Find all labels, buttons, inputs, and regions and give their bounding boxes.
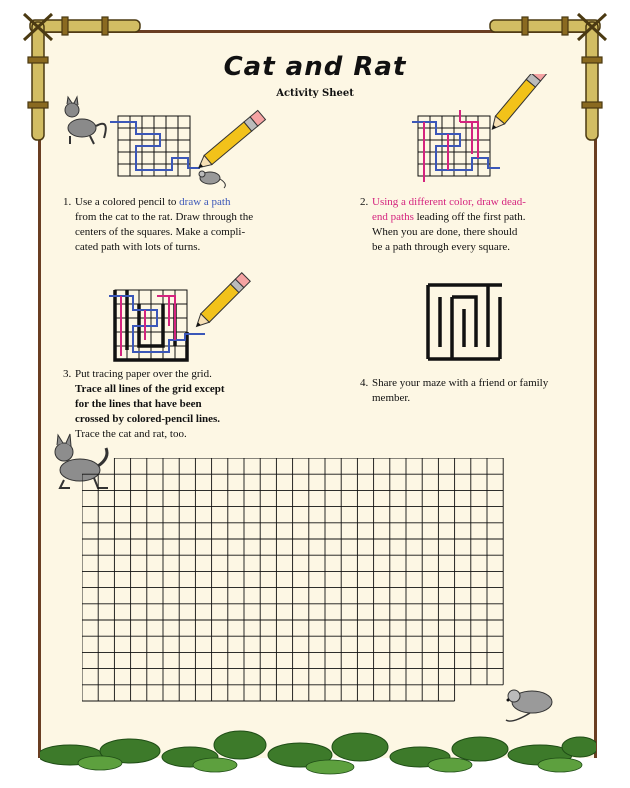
leaves-footer-icon <box>40 725 596 785</box>
step-number: 2. <box>360 196 369 208</box>
step4-figure <box>425 282 505 362</box>
page-subtitle: Activity Sheet <box>276 88 354 99</box>
step2-figure <box>408 74 548 190</box>
step-1-text: 1. Use a colored pencil to draw a path from the cat to the rat. Draw through the centers of the squares. Make a compli- cated path with lots of turns. <box>63 196 254 253</box>
step-number: 1. <box>63 196 72 208</box>
step1-figure <box>60 88 270 193</box>
page-title: Cat and Rat <box>223 52 407 82</box>
rat-icon <box>199 171 225 188</box>
rat-icon <box>502 682 564 726</box>
step-number: 3. <box>63 368 72 380</box>
pencil-icon <box>488 74 547 133</box>
step-number: 4. <box>360 377 369 389</box>
maze-grid <box>82 458 552 713</box>
pencil-icon <box>192 273 250 331</box>
step-4-text: 4. Share your maze with a friend or family member. <box>360 377 549 404</box>
pencil-icon <box>195 110 266 172</box>
step-2-text: 2. Using a different color, draw dead- end paths leading off the first path. When you are done, there should be a path through every square. <box>360 196 526 253</box>
cat-icon <box>65 97 106 144</box>
step-3-text: 3. Put tracing paper over the grid. Trace all lines of the grid except for the lines that have been crossed by colored-pencil lines. Trace the cat and rat, too. <box>63 368 225 440</box>
step3-figure <box>105 270 255 365</box>
